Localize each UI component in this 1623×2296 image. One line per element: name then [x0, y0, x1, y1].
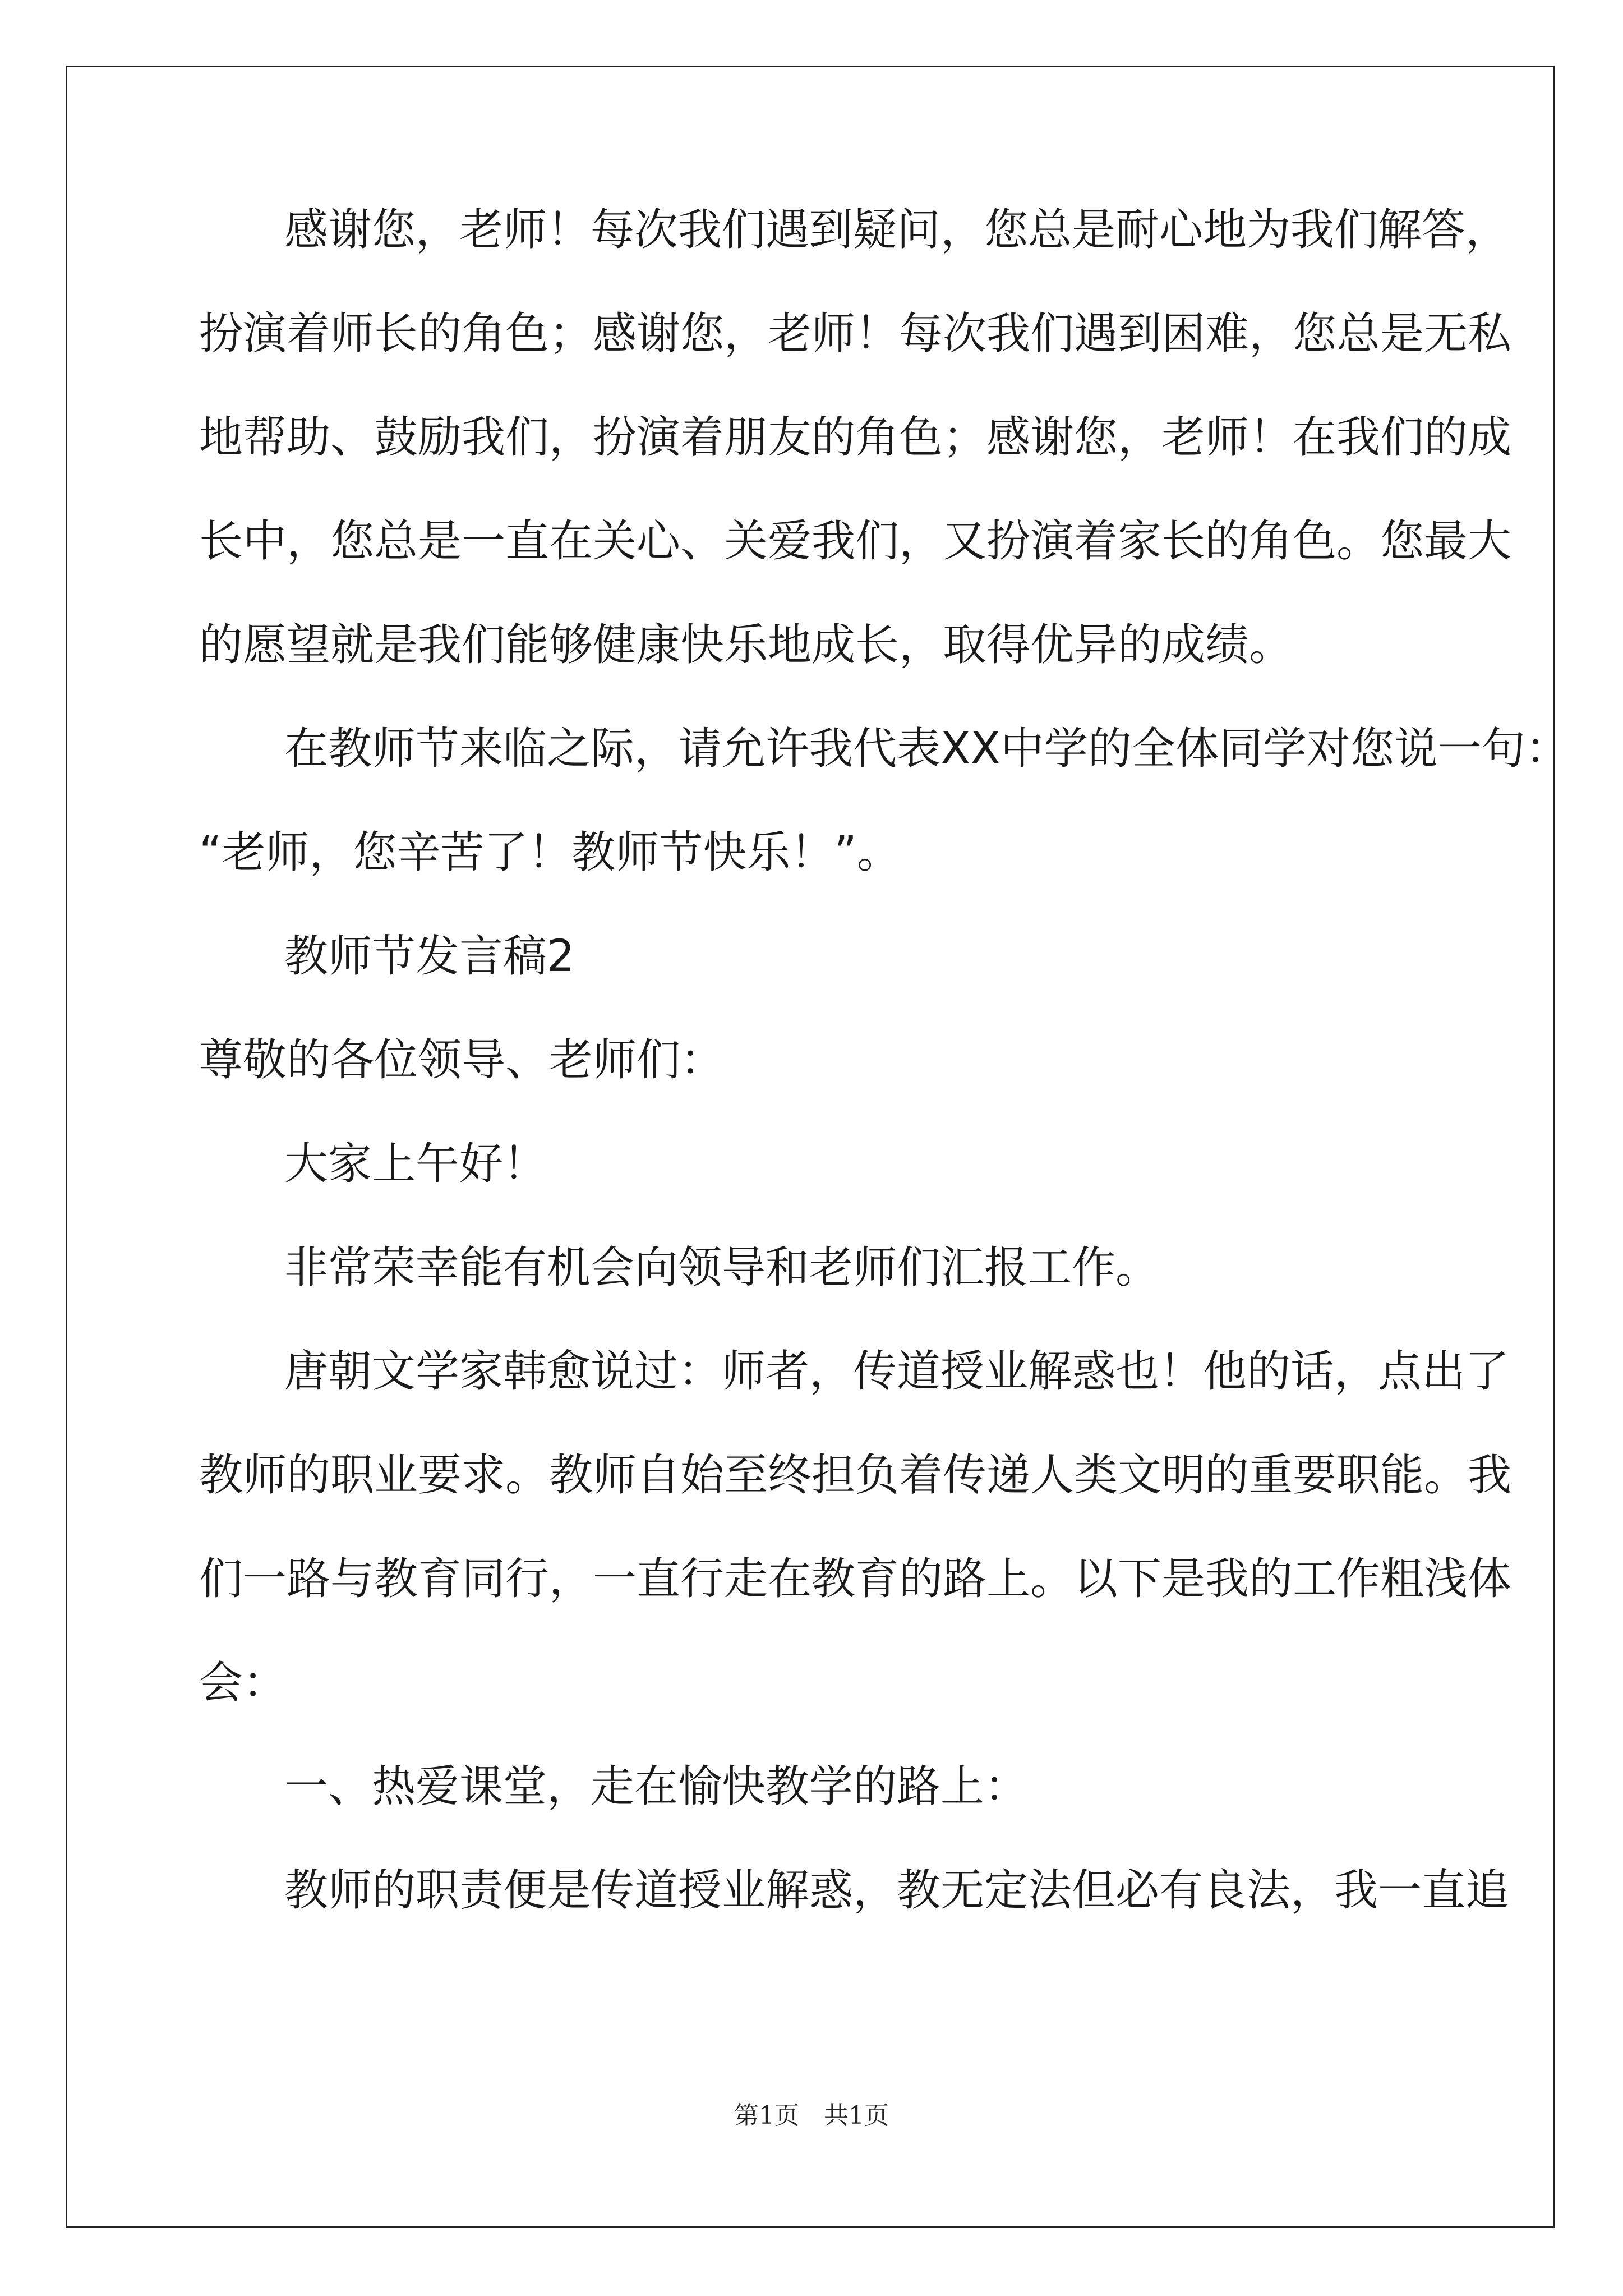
page-footer: 第1页 共1页 — [734, 2101, 889, 2130]
text-line: 们一路与教育同行，一直行走在教育的路上。以下是我的工作粗浅体 — [199, 1554, 1512, 1604]
text-line: “老师，您辛苦了！教师节快乐！”。 — [199, 827, 901, 878]
text-line: 教师的职责便是传道授业解惑，教无定法但必有良法，我一直追 — [284, 1865, 1510, 1916]
text-line: 的愿望就是我们能够健康快乐地成长，取得优异的成绩。 — [199, 620, 1293, 670]
section-heading: 教师节发言稿2 — [284, 931, 575, 982]
text-line: 在教师节来临之际，请允许我代表XX中学的全体同学对您说一句： — [284, 724, 1569, 774]
text-line: 非常荣幸能有机会向领导和老师们汇报工作。 — [284, 1243, 1160, 1293]
text-line: 会： — [199, 1658, 287, 1708]
text-line: 感谢您，老师！每次我们遇到疑问，您总是耐心地为我们解答， — [284, 205, 1510, 255]
salutation: 尊敬的各位领导、老师们： — [199, 1035, 725, 1085]
text-line: 长中，您总是一直在关心、关爱我们，又扮演着家长的角色。您最大 — [199, 516, 1512, 567]
subheading: 一、热爱课堂，走在愉快教学的路上： — [284, 1761, 1029, 1812]
text-line: 教师的职业要求。教师自始至终担负着传递人类文明的重要职能。我 — [199, 1450, 1512, 1501]
greeting: 大家上午好！ — [284, 1139, 547, 1189]
text-line: 唐朝文学家韩愈说过：师者，传道授业解惑也！他的话，点出了 — [284, 1346, 1510, 1397]
text-line: 地帮助、鼓励我们，扮演着朋友的角色；感谢您，老师！在我们的成 — [199, 412, 1512, 463]
text-line: 扮演着师长的角色；感谢您，老师！每次我们遇到困难，您总是无私 — [199, 309, 1512, 359]
